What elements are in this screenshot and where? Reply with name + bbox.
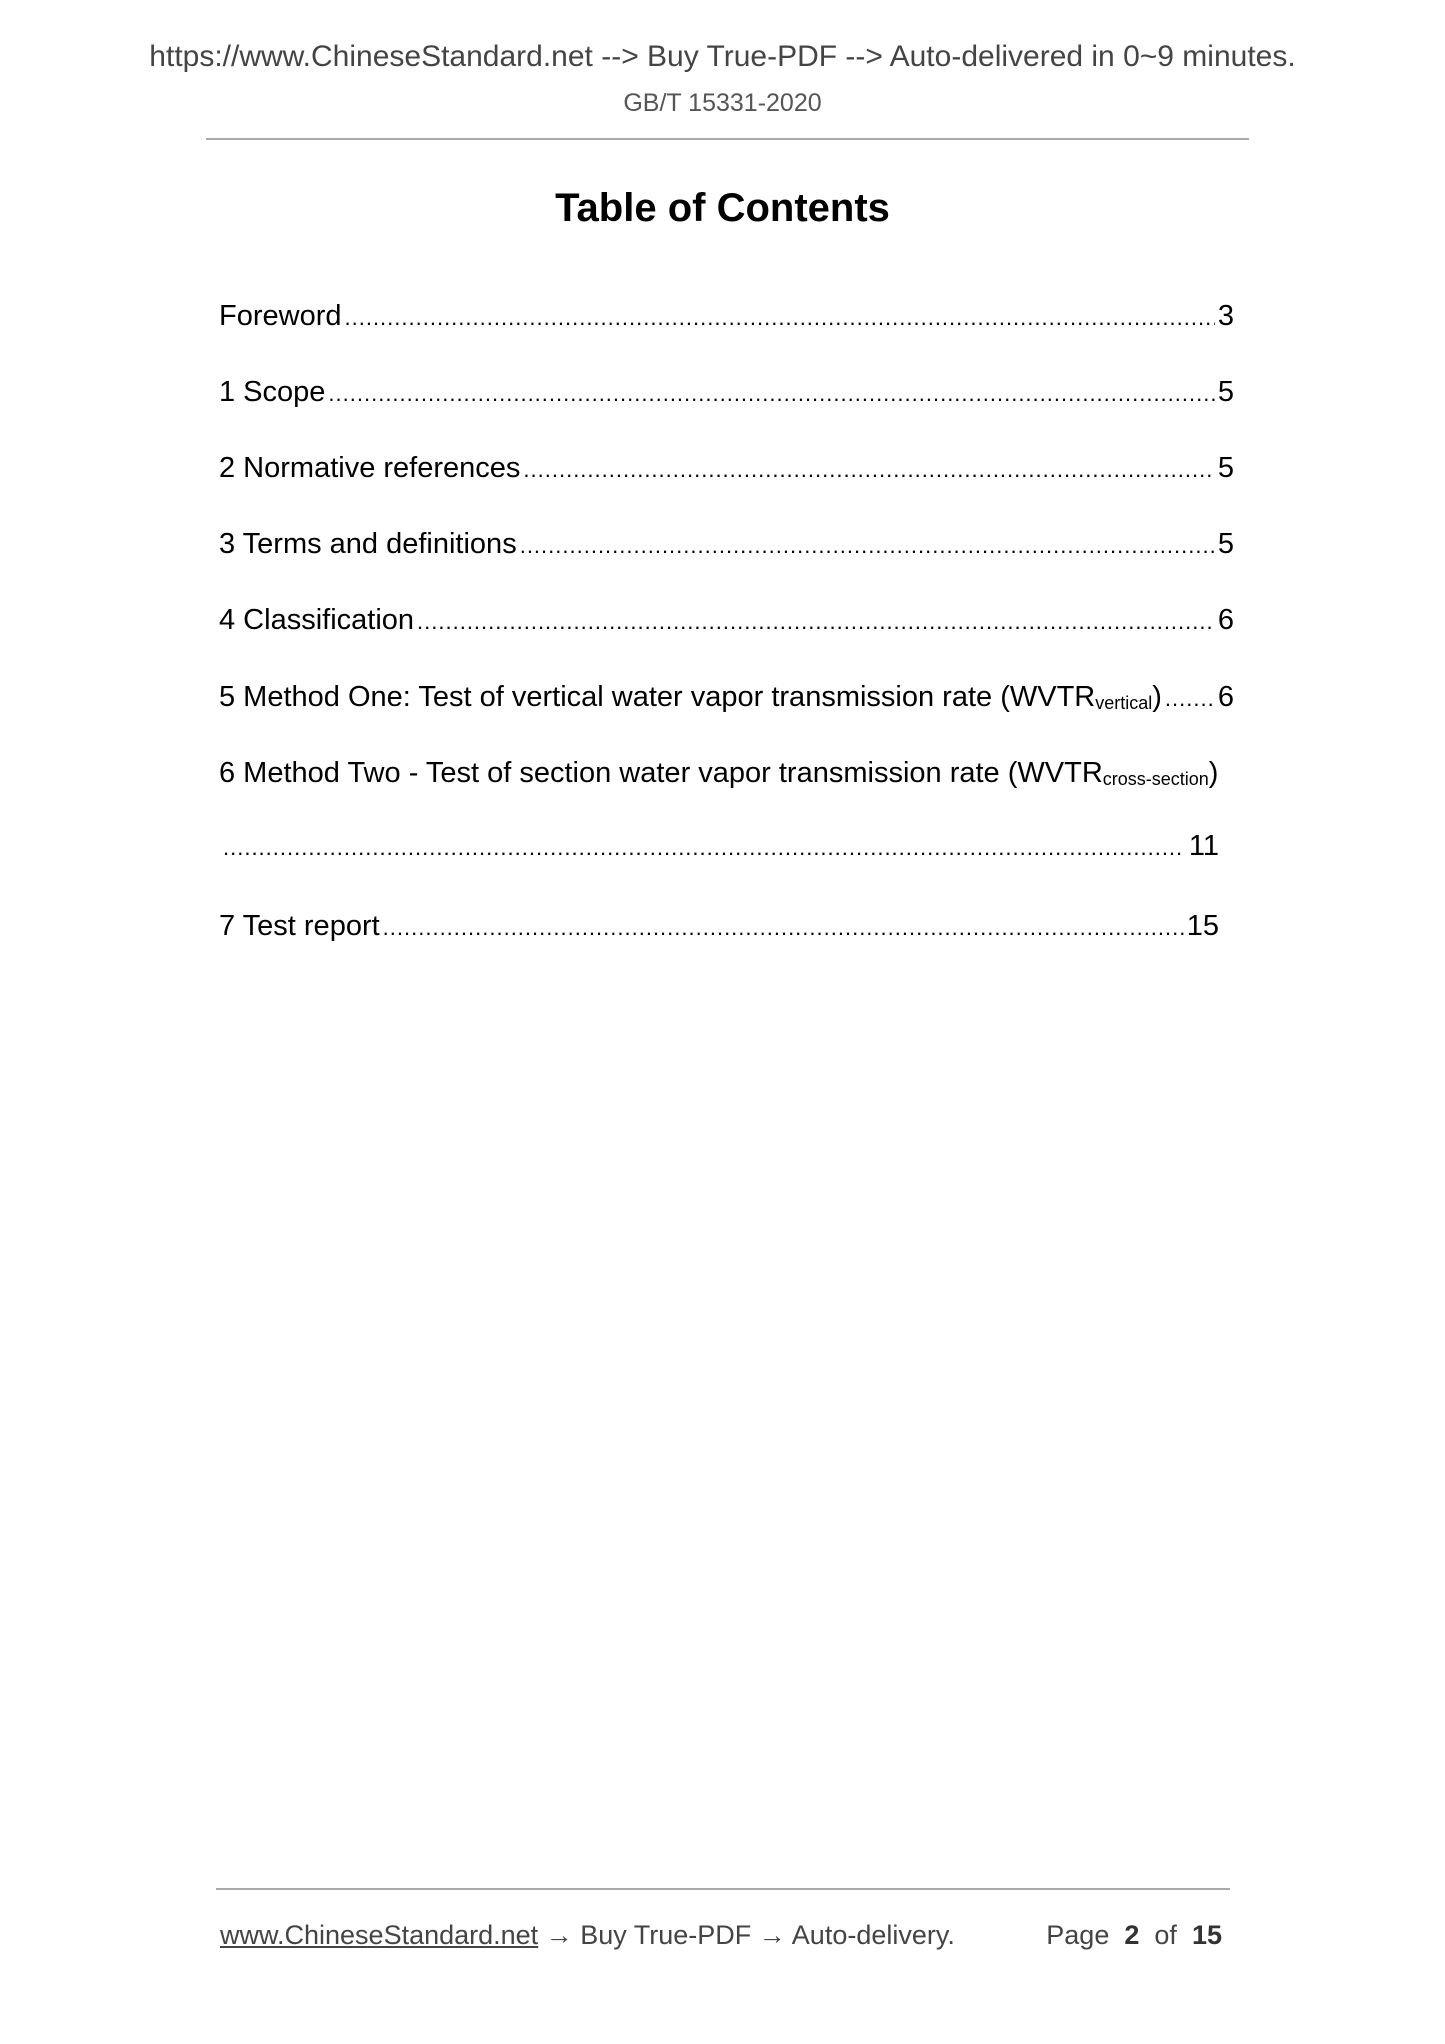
dot-leader — [383, 910, 1184, 943]
dot-leader — [345, 300, 1215, 333]
toc-entry[interactable] — [219, 452, 1234, 492]
arrow-right-icon: → — [545, 1920, 573, 1950]
toc-page: 6 — [1217, 604, 1234, 636]
toc-label: 1 Scope — [219, 376, 326, 408]
toc-label-tail: ) — [1152, 681, 1162, 713]
footer-left — [220, 1920, 955, 1951]
toc-label-tail: ) — [1208, 757, 1219, 789]
toc-label: 7 Test report — [219, 910, 380, 942]
footer-auto-text: Auto-delivery. — [791, 1920, 955, 1950]
page-word: Page — [1046, 1920, 1110, 1950]
total-pages: 15 — [1191, 1920, 1222, 1950]
dot-leader — [520, 528, 1215, 561]
footer-buy-text: Buy True-PDF — [580, 1920, 752, 1950]
footer-divider — [216, 1888, 1230, 1890]
toc-subscript: vertical — [1095, 693, 1153, 713]
toc-entry[interactable] — [219, 604, 1234, 644]
header-url-line: https://www.ChineseStandard.net --> Buy True-PDF --> Auto-delivered in 0~9 minutes. — [149, 40, 1296, 73]
toc-page: 11 — [1188, 830, 1219, 862]
toc-entry[interactable] — [219, 910, 1219, 950]
toc-label: Foreword — [219, 300, 342, 332]
header-divider — [206, 138, 1249, 140]
toc-label: 4 Classification — [219, 604, 415, 636]
toc-page: 5 — [1217, 452, 1234, 484]
toc-entry[interactable] — [219, 681, 1234, 721]
toc-page: 5 — [1217, 376, 1234, 408]
standard-number: GB/T 15331-2020 — [623, 89, 822, 117]
toc-entry[interactable] — [219, 300, 1234, 340]
page-number: 2 — [1124, 1920, 1140, 1950]
toc-page: 5 — [1217, 528, 1234, 560]
dot-leader — [417, 604, 1215, 637]
toc-entry[interactable] — [219, 376, 1234, 416]
toc-entry[interactable] — [219, 757, 1234, 873]
toc-page: 3 — [1217, 300, 1234, 332]
toc-label — [219, 757, 1218, 790]
of-word: of — [1154, 1920, 1177, 1950]
toc-label-text: 6 Method Two - Test of section water vapor transmission rate (WVTR — [219, 757, 1103, 789]
toc-label: 2 Normative references — [219, 452, 521, 484]
toc-label — [219, 681, 1162, 714]
toc-subscript: cross-section — [1102, 769, 1209, 789]
arrow-right-icon: → — [758, 1920, 786, 1950]
toc-page: 15 — [1186, 910, 1219, 942]
dot-leader — [223, 830, 1185, 863]
toc-entry[interactable] — [219, 528, 1234, 568]
dot-leader — [1165, 681, 1215, 714]
footer — [220, 1920, 1230, 1951]
page-indicator — [1046, 1920, 1222, 1951]
toc-label: 3 Terms and definitions — [219, 528, 517, 560]
website-link[interactable]: www.ChineseStandard.net — [220, 1920, 539, 1950]
toc-label-text: 5 Method One: Test of vertical water vapor transmission rate (WVTR — [219, 681, 1096, 713]
page-title: Table of Contents — [555, 186, 890, 230]
toc-page: 6 — [1217, 681, 1234, 713]
dot-leader — [328, 376, 1214, 409]
dot-leader — [523, 452, 1214, 485]
